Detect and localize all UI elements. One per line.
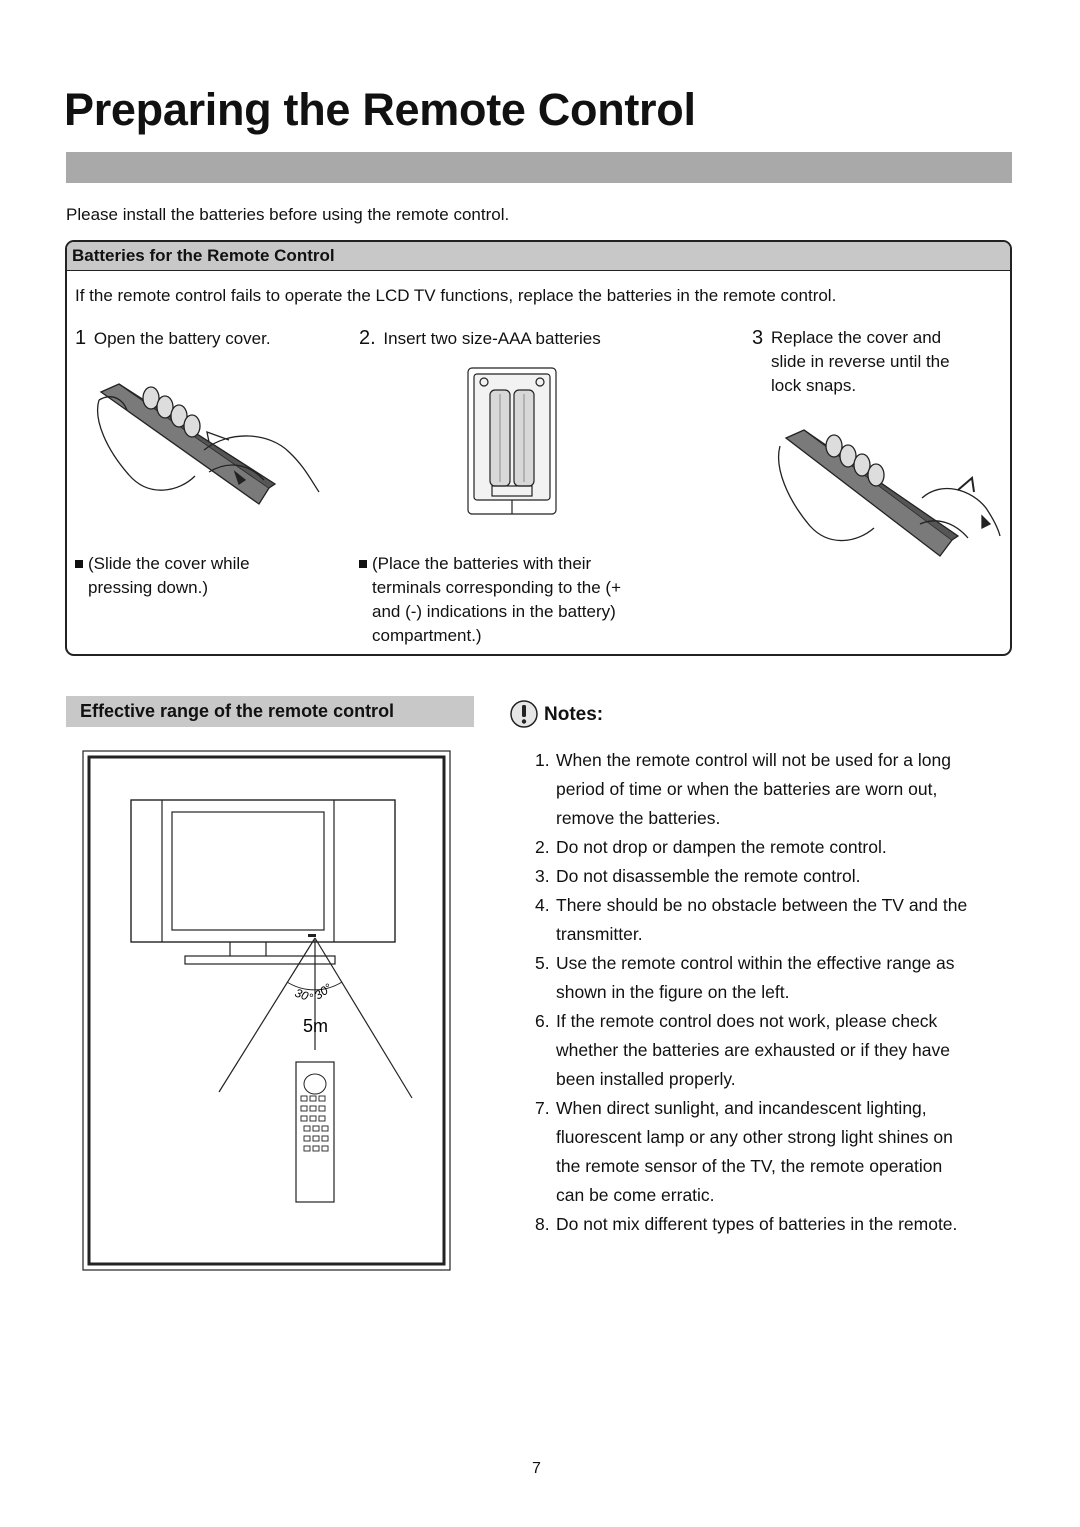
step-2-text: Insert two size-AAA batteries xyxy=(383,329,601,348)
square-bullet-icon xyxy=(75,560,83,568)
batteries-section-header xyxy=(67,242,1010,271)
range-section-header xyxy=(66,696,474,727)
bullet-note-line: (Place the batteries with their xyxy=(372,554,592,573)
step-1-text: Open the battery cover. xyxy=(93,329,271,348)
note-item: 6. If the remote control does not work, please check whether the batteries are exhausted or if they have been installed properly. xyxy=(535,1011,950,1089)
step-2-number: 2. xyxy=(359,327,376,349)
intro-text: Please install the batteries before using the remote control. xyxy=(66,205,510,224)
step-3-number: 3 xyxy=(752,327,764,349)
square-bullet-icon xyxy=(359,560,367,568)
note-text: Use the remote control within the effective range as shown in the figure on the left. xyxy=(556,953,955,1002)
note-text: Do not drop or dampen the remote control. xyxy=(556,837,887,857)
note-item: 4. There should be no obstacle between the TV and the transmitter. xyxy=(535,895,968,944)
notes-title: Notes: xyxy=(544,704,604,725)
step-3-line: slide in reverse until the xyxy=(771,352,950,371)
note-item: 3. Do not disassemble the remote control. xyxy=(535,866,861,886)
step-1 xyxy=(75,326,271,351)
note-text: When the remote control will not be used for a long period of time or when the batteries are worn out, remove the batteries. xyxy=(556,750,951,828)
step-3-line: lock snaps. xyxy=(771,376,857,395)
note-text: When direct sunlight, and incandescent lighting, fluorescent lamp or any other strong light shines on the remote sensor of the TV, the remote operation can be come erratic. xyxy=(556,1098,953,1205)
bullet-note-1 xyxy=(75,552,250,600)
batteries-section xyxy=(65,240,1012,656)
batteries-heading: Batteries for the Remote Control xyxy=(72,246,335,265)
bullet-note-line: and (-) indications in the battery) xyxy=(372,602,616,621)
note-text: There should be no obstacle between the TV and the transmitter. xyxy=(556,895,968,944)
note-item: 8. Do not mix different types of batteries in the remote. xyxy=(535,1214,958,1234)
distance-label: 5m xyxy=(303,1016,329,1036)
exclamation-icon xyxy=(509,699,539,729)
bullet-note-line: compartment.) xyxy=(372,626,482,645)
range-heading: Effective range of the remote control xyxy=(80,701,395,721)
page-title: Preparing the Remote Control xyxy=(64,84,696,135)
notes-list xyxy=(530,746,970,1239)
open-cover-illustration xyxy=(89,380,329,520)
note-item: 1. When the remote control will not be used for a long period of time or when the batteries are worn out, remove the batteries. xyxy=(535,750,951,828)
page-number: 7 xyxy=(532,1460,541,1477)
battery-compartment-illustration xyxy=(462,366,562,518)
note-text: Do not disassemble the remote control. xyxy=(556,866,861,886)
note-text: Do not mix different types of batteries in the remote. xyxy=(556,1214,958,1234)
note-text: If the remote control does not work, please check whether the batteries are exhausted or if they have been installed properly. xyxy=(556,1011,950,1089)
step-3 xyxy=(752,326,950,398)
range-diagram xyxy=(82,750,452,1272)
bullet-note-line: terminals corresponding to the (+ xyxy=(372,578,621,597)
bullet-note-2 xyxy=(359,552,621,648)
step-1-number: 1 xyxy=(75,327,87,349)
step-2 xyxy=(359,326,601,351)
batteries-description: If the remote control fails to operate the LCD TV functions, replace the batteries in the remote control. xyxy=(75,286,837,305)
angle-right-label: 30° xyxy=(311,980,335,1003)
note-item: 7. When direct sunlight, and incandescent lighting, fluorescent lamp or any other strong light shines on the remote sensor of the TV, the remote operation can be come erratic. xyxy=(535,1098,953,1205)
angle-left-label: 30° xyxy=(292,985,315,1006)
note-item: 2. Do not drop or dampen the remote control. xyxy=(535,837,887,857)
note-item: 5. Use the remote control within the effective range as shown in the figure on the left. xyxy=(535,953,955,1002)
bullet-note-line: pressing down.) xyxy=(88,578,209,597)
close-cover-illustration xyxy=(772,428,1004,568)
header-divider-bar xyxy=(66,152,1012,183)
bullet-note-line: (Slide the cover while xyxy=(88,554,250,573)
step-3-line: Replace the cover and xyxy=(771,328,942,347)
